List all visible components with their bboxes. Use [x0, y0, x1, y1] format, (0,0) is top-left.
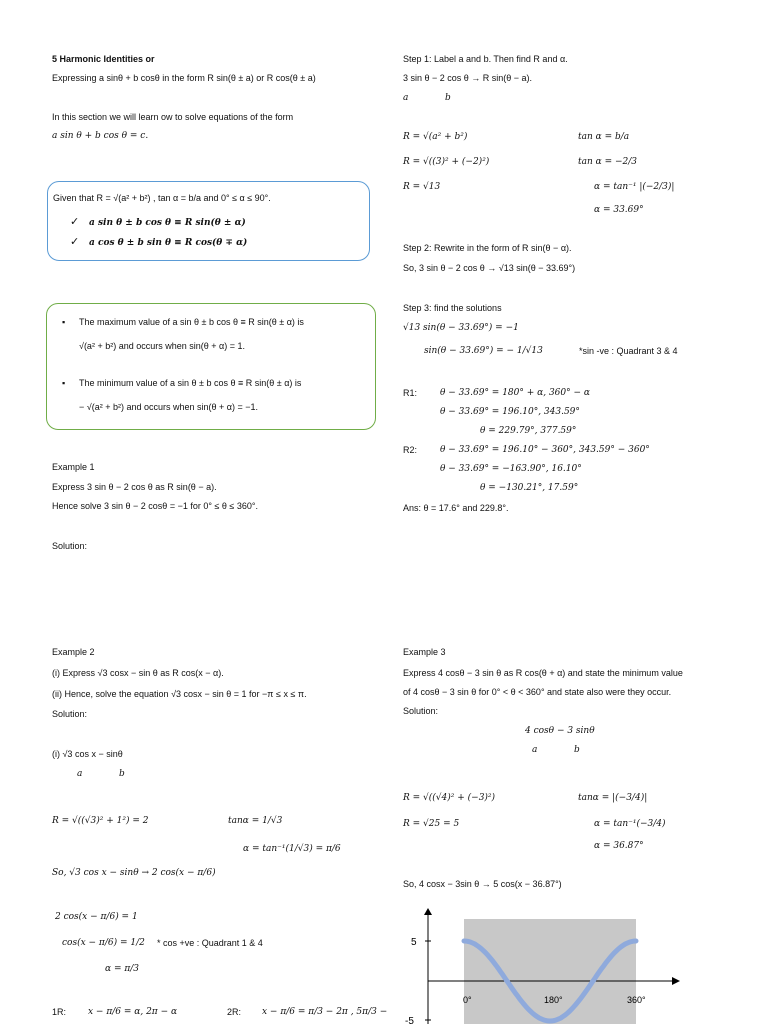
identity-sin: a sin θ ± b cos θ ≡ R sin(θ ± α): [89, 218, 246, 228]
step3-title: Step 3: find the solutions: [403, 303, 502, 313]
sin-quadrant-note: *sin -ve : Quadrant 3 & 4: [579, 346, 678, 356]
example3-line1: Express 4 cosθ − 3 sin θ as R cos(θ + α) and state the minimum value: [403, 668, 683, 678]
equation-1: 2 cos(x − π/6) = 1: [55, 912, 138, 922]
label-b: b: [445, 93, 451, 103]
example2-expression: (i) √3 cos x − sinθ: [52, 749, 123, 759]
example3-expression: 4 cosθ − 3 sinθ: [525, 726, 595, 736]
example3-r-value: R = √25 = 5: [403, 819, 460, 829]
r1-line-1: θ − 33.69° = 180° + α, 360° − α: [440, 388, 590, 398]
example1-line2: Hence solve 3 sin θ − 2 cosθ = −1 for 0° ≤ θ ≤ 360°.: [52, 501, 258, 511]
r1-label: R1:: [403, 388, 418, 398]
tan-formula: tan α = b/a: [578, 132, 630, 142]
checkmark-icon: ✓: [70, 236, 80, 248]
min-line-2: − √(a² + b²) and occurs when sin(θ + α) = −1.: [79, 402, 258, 412]
max-line-1: The maximum value of a sin θ ± b cos θ ≡ R sin(θ ± α) is: [79, 317, 304, 327]
cos-quadrant-note: * cos +ve : Quadrant 1 & 4: [157, 938, 263, 948]
example3-alpha-value: α = 36.87°: [594, 841, 644, 851]
y-axis-arrow-icon: [424, 908, 432, 915]
section-heading: 5 Harmonic Identities or: [52, 54, 155, 64]
example2-title: Example 2: [52, 647, 95, 657]
r1-line-3: θ = 229.79°, 377.59°: [480, 426, 577, 436]
example3-title: Example 3: [403, 647, 446, 657]
example1-title: Example 1: [52, 462, 95, 472]
x-label-360: 360°: [627, 995, 646, 1005]
r-formula: R = √(a² + b²): [403, 132, 468, 142]
r1-line-2: θ − 33.69° = 196.10°, 343.59°: [440, 407, 580, 417]
alpha-value: α = 33.69°: [594, 205, 644, 215]
example2-q2: (ii) Hence, solve the equation √3 cosx − sin θ = 1 for −π ≤ x ≤ π.: [52, 689, 307, 699]
example3-r-formula: R = √((√4)² + (−3)²): [403, 793, 496, 803]
equation-3: α = π/3: [105, 964, 140, 974]
tan-substituted: tan α = −2/3: [578, 157, 638, 167]
example1-solution: Solution:: [52, 541, 88, 551]
step1-expression: 3 sin θ − 2 cos θ → R sin(θ − a).: [403, 73, 533, 83]
example3-so-line: So, 4 cosx − 3sin θ → 5 cos(x − 36.87°): [403, 879, 562, 889]
alpha-calculation: α = tan⁻¹(1/√3) = π/6: [243, 844, 341, 854]
example3-tan: tanα = |(−3/4)|: [578, 793, 648, 803]
root-1: x − π/6 = α, 2π − α: [88, 1007, 178, 1017]
intro-line-2: a sin θ + b cos θ = c.: [52, 131, 149, 141]
example3-solution: Solution:: [403, 706, 439, 716]
bullet-icon: ▪: [62, 317, 66, 327]
bullet-icon: ▪: [62, 378, 66, 388]
x-label-0: 0°: [463, 995, 472, 1005]
r2-label: R2:: [403, 445, 418, 455]
label-b: b: [119, 769, 125, 779]
section-subheading: Expressing a sinθ + b cosθ in the form R sin(θ ± a) or R cos(θ ± a): [52, 73, 316, 83]
example2-solution: Solution:: [52, 709, 88, 719]
graph-plot-area: [464, 919, 636, 1024]
max-line-2: √(a² + b²) and occurs when sin(θ + α) = 1.: [79, 341, 245, 351]
y-label-bottom: -5: [405, 1016, 414, 1024]
so-line: So, √3 cos x − sinθ → 2 cos(x − π/6): [52, 868, 216, 878]
step1-title: Step 1: Label a and b. Then find R and α.: [403, 54, 568, 64]
r2-line-3: θ = −130.21°, 17.59°: [480, 483, 579, 493]
alpha-formula: α = tan⁻¹ |(−2/3)|: [594, 182, 675, 192]
step2-title: Step 2: Rewrite in the form of R sin(θ − α).: [403, 243, 572, 253]
label-a: a: [532, 745, 538, 755]
root-1-label: 1R:: [52, 1007, 67, 1017]
identity-cos: a cos θ ± b sin θ ≡ R cos(θ ∓ α): [89, 238, 248, 248]
root-2: x − π/6 = π/3 − 2π , 5π/3 −: [262, 1007, 388, 1017]
y-label-top: 5: [411, 937, 417, 948]
r-substituted: R = √((3)² + (−2)²): [403, 157, 490, 167]
r2-line-1: θ − 33.69° = 196.10° − 360°, 343.59° − 360°: [440, 445, 650, 455]
tan-calculation: tanα = 1/√3: [228, 816, 283, 826]
x-axis-arrow-icon: [672, 977, 680, 985]
r2-line-2: θ − 33.69° = −163.90°, 16.10°: [440, 464, 582, 474]
step3-equation-1: √13 sin(θ − 33.69°) = −1: [403, 323, 519, 333]
r-calculation: R = √((√3)² + 1²) = 2: [52, 816, 149, 826]
x-label-180: 180°: [544, 995, 563, 1005]
given-line: Given that R = √(a² + b²) , tan α = b/a and 0° ≤ α ≤ 90°.: [53, 193, 271, 203]
cosine-graph: [395, 905, 695, 1024]
r-value: R = √13: [403, 182, 441, 192]
example3-alpha-formula: α = tan⁻¹(−3/4): [594, 819, 666, 829]
example1-line1: Express 3 sin θ − 2 cos θ as R sin(θ − a).: [52, 482, 217, 492]
root-2-label: 2R:: [227, 1007, 242, 1017]
step3-equation-2: sin(θ − 33.69°) = − 1/√13: [424, 346, 543, 356]
label-a: a: [77, 769, 83, 779]
equation-2: cos(x − π/6) = 1/2: [62, 938, 145, 948]
example2-q1: (i) Express √3 cosx − sin θ as R cos(x − α).: [52, 668, 224, 678]
label-a: a: [403, 93, 409, 103]
intro-line-1: In this section we will learn ow to solve equations of the form: [52, 112, 294, 122]
step2-expression: So, 3 sin θ − 2 cos θ → √13 sin(θ − 33.69°): [403, 263, 576, 273]
min-line-1: The minimum value of a sin θ ± b cos θ ≡ R sin(θ ± α) is: [79, 378, 302, 388]
label-b: b: [574, 745, 580, 755]
checkmark-icon: ✓: [70, 216, 80, 228]
answer-line: Ans: θ = 17.6° and 229.8°.: [403, 503, 509, 513]
example3-line2: of 4 cosθ − 3 sin θ for 0° < θ < 360° and state also were they occur.: [403, 687, 672, 697]
